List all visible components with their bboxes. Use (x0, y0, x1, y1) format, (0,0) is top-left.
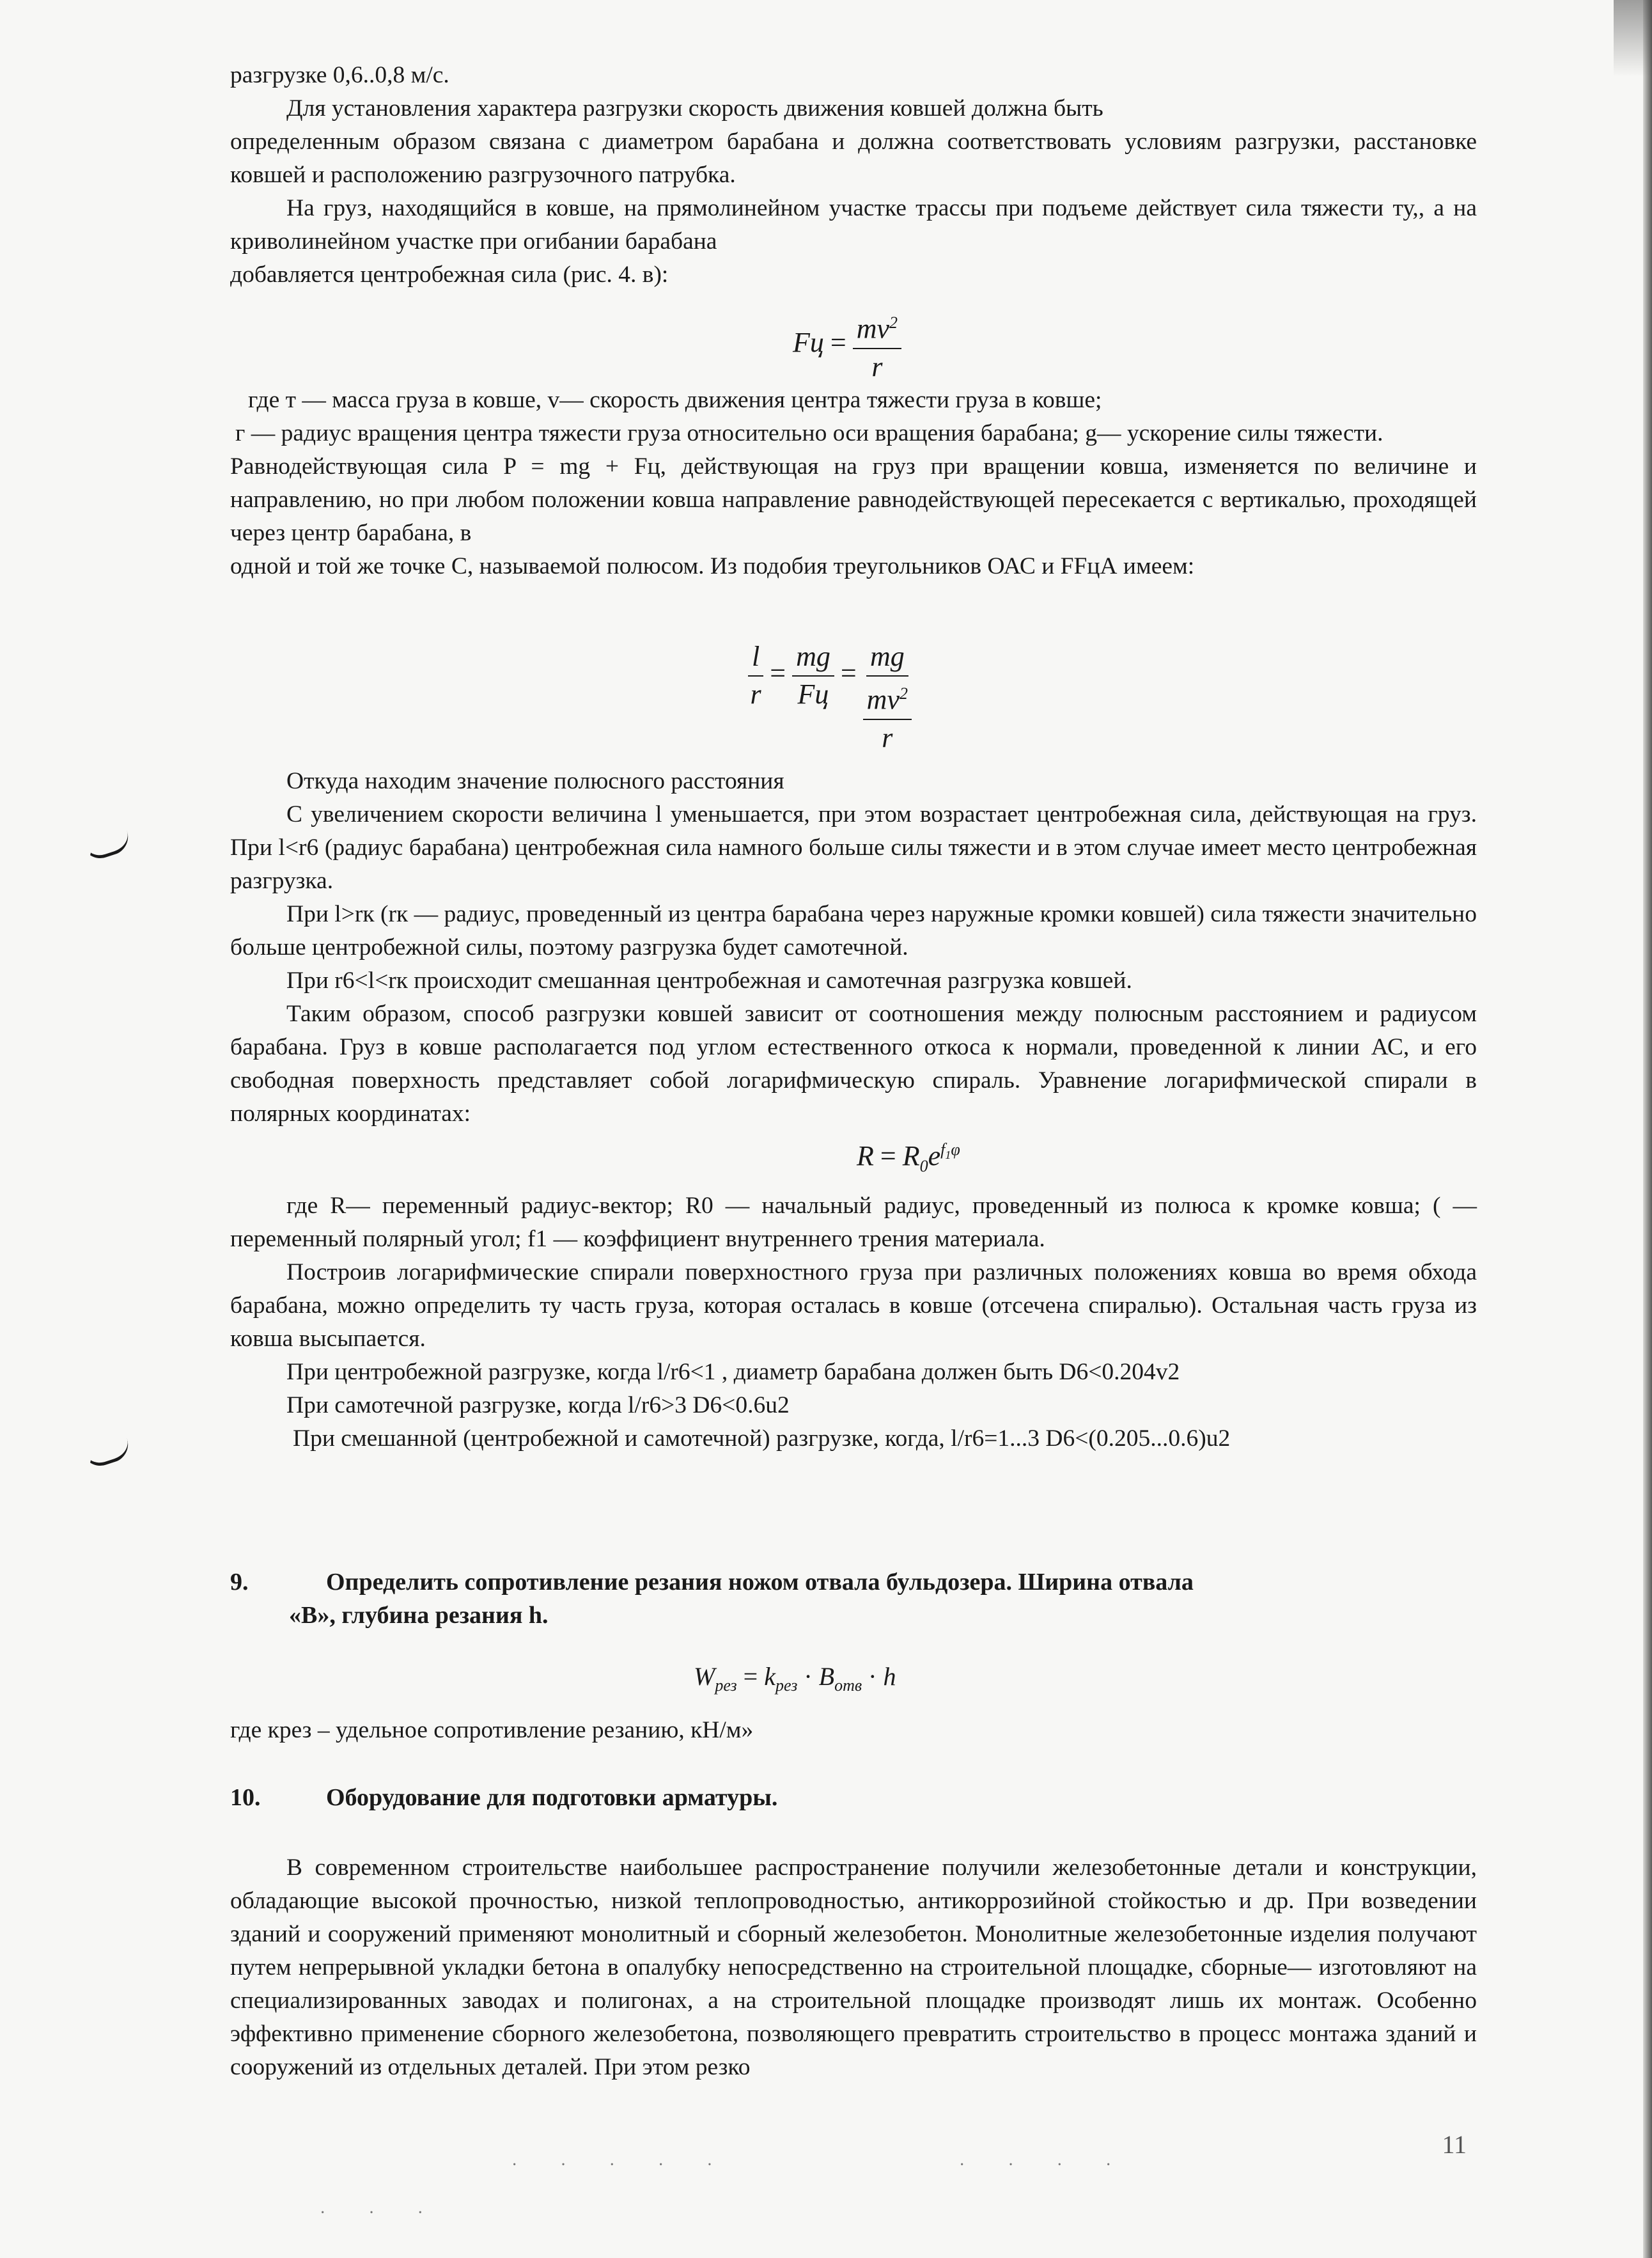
text-block-spiral (230, 1189, 1477, 1455)
equals-sign: = (770, 657, 786, 689)
multiply-dot: · (868, 1662, 877, 1691)
paragraph: Откуда находим значение полюсного расстояния (286, 768, 784, 794)
numerator: mg (792, 639, 834, 677)
subscript: 1 (945, 1149, 951, 1162)
condition-line: При центробежной разгрузке, когда l/r6<1 , диаметр барабана должен быть D6<0.204v2 (286, 1359, 1180, 1385)
section-10-heading (230, 1781, 1477, 1814)
exponent (940, 1140, 960, 1162)
initial-radius: R (902, 1140, 920, 1172)
exponential-base: e (928, 1140, 941, 1172)
paragraph: определенным образом связана с диаметром барабана и должна соответствовать условиям разгрузки, расстановке ковшей и расположению разгрузочного патрубка. (230, 129, 1477, 188)
fraction (853, 306, 901, 385)
condition-line: При смешанной (центробежной и самотечной) разгрузке, когда, l/r6=1...3 D6<(0.205...0.6)u2 (293, 1425, 1231, 1452)
paragraph: В современном строительстве наибольшее распространение получили железобетонные детали и конструкции, обладающие высокой прочностью, низкой теплопроводностью, антикоррозийной стойкостью и др. При возведении зданий и сооружений применяют монолитный и сборный железобетон. Монолитные железобетонные изделия получают путем непрерывной укладки бетона в опалубку непосредственно на строительной площадке, сборные— изготовляют на специализированных заводах и полигонах, а на строительной площадке производят лишь их монтаж. Особенно эффективно применение сборного железобетона, позволяющего превратить строительство в процесс монтажа зданий и сооружений из отдельных деталей. При этом резко (230, 1854, 1477, 2080)
denominator (863, 677, 912, 756)
equals-sign: = (840, 657, 857, 689)
paragraph: г — радиус вращения центра тяжести груза относительно оси вращения барабана; g— ускорение силы тяжести. (235, 420, 1383, 446)
scan-edge-shadow (1614, 0, 1652, 77)
paragraph: Таким образом, способ разгрузки ковшей зависит от соотношения между полюсным расстоянием и радиусом барабана. Груз в ковше располагается под углом естественного откоса к нормали, проведенной к линии АС, и его свободная поверхность представляет собой логарифмическую спираль. Уравнение логарифмической спирали в полярных координатах: (230, 1001, 1477, 1127)
resistance-symbol: W (694, 1662, 715, 1691)
margin-mark (82, 831, 132, 863)
formula-centrifugal-force (793, 306, 901, 385)
equals-sign: = (743, 1662, 758, 1691)
condition-line: При самотечной разгрузке, когда l/r6>3 D6<0.6u2 (286, 1392, 790, 1418)
margin-mark (82, 1438, 132, 1470)
paragraph: Равнодействующая сила P = mg + Fц, действующая на груз при вращении ковша, изменяется по величине и направлению, но при любом положении ковша направление равнодействующей пересекается с вертикалью, проходящей через центр барабана, в (230, 453, 1477, 546)
paragraph: При l>rк (rк — радиус, проведенный из центра барабана через наружные кромки ковшей) сила тяжести значительно больше центробежной силы, поэтому разгрузка будет самотечной. (230, 901, 1477, 960)
paragraph: где т — масса груза в ковше, v— скорость движения центра тяжести груза в ковше; (248, 387, 1102, 413)
exponent-angle: φ (951, 1140, 960, 1159)
numerator: l (748, 639, 763, 677)
subscript: отв (834, 1676, 862, 1695)
numerator: mg (866, 639, 908, 677)
scan-noise: · · · · (959, 2155, 1131, 2175)
paragraph: Построив логарифмические спирали поверхностного груза при различных положениях ковша во время обхода барабана, можно определить ту часть груза, которая осталась в ковше (отсечена спиралью). Остальная часть груза из ковша высыпается. (230, 1259, 1477, 1352)
section-title: Определить сопротивление резания ножом отвала бульдозера. Ширина отвала (326, 1569, 1194, 1595)
formula-cutting-resistance (694, 1661, 896, 1695)
text-block-top (230, 59, 1477, 292)
denominator: r (882, 721, 893, 753)
exponent: 2 (899, 684, 908, 703)
numerator-text: mv (856, 313, 890, 345)
page-number: 11 (1442, 2130, 1467, 2159)
paragraph: Для установления характера разгрузки скорость движения ковшей должна быть (286, 95, 1103, 122)
paragraph: где крез – удельное сопротивление резанию, кН/м» (230, 1717, 754, 1743)
text-block-low (230, 765, 1477, 1131)
paragraph: На груз, находящийся в ковше, на прямолинейном участке трассы при подъеме действует сила тяжести ту,, а на криволинейном участке при огибании барабана (230, 195, 1477, 255)
section-9-title-line: «В», глубина резания h. (289, 1602, 549, 1629)
scan-noise: · · · · · (511, 2155, 732, 2175)
coefficient-symbol: k (764, 1662, 775, 1691)
depth-symbol: h (883, 1662, 896, 1691)
text-block-mid (230, 384, 1477, 583)
formula-log-spiral (857, 1140, 960, 1176)
exponent: 2 (889, 313, 898, 332)
subscript: рез (775, 1676, 798, 1695)
equals-sign: = (880, 1140, 896, 1172)
fraction (792, 639, 834, 712)
numerator (853, 306, 901, 349)
subscript: 0 (919, 1156, 928, 1175)
multiply-dot: · (804, 1662, 813, 1691)
section-number: 10. (230, 1784, 261, 1811)
formula-lhs: Fц (793, 326, 824, 358)
paragraph: разгрузке 0,6..0,8 м/с. (230, 62, 449, 88)
denominator: r (750, 678, 761, 710)
denominator: r (871, 350, 883, 382)
numerator (863, 677, 912, 720)
paragraph: С увеличением скорости величина l уменьшается, при этом возрастает центробежная сила, действующая на груз. При l<r6 (радиус барабана) центробежная сила намного больше силы тяжести и в этом случае имеет место центробежная разгрузка. (230, 801, 1477, 894)
paragraph: одной и той же точке С, называемой полюсом. Из подобия треугольников ОАС и FFцА имеем: (230, 553, 1195, 579)
text-block-final (230, 1851, 1477, 2084)
formula-4-note (230, 1714, 1477, 1747)
formula-similarity (748, 639, 912, 756)
paragraph: При r6<l<rк происходит смешанная центробежная и самотечная разгрузка ковшей. (286, 968, 1132, 994)
subscript: рез (715, 1676, 737, 1695)
fraction (748, 639, 763, 712)
section-title: Оборудование для подготовки арматуры. (326, 1784, 778, 1811)
paragraph: добавляется центробежная сила (рис. 4. в): (230, 262, 669, 288)
section-9-heading (230, 1565, 1477, 1632)
paragraph: где R— переменный радиус-вектор; R0 — начальный радиус, проведенный из полюса к кромке ковша; ( — переменный полярный угол; f1 — коэффициент внутреннего трения материала. (230, 1193, 1477, 1252)
equals-sign: = (830, 326, 846, 358)
denominator: Fц (797, 678, 829, 710)
fraction (863, 639, 912, 756)
nested-fraction (863, 677, 912, 756)
scan-edge (1643, 0, 1652, 2258)
numerator-text: mv (866, 684, 900, 716)
exponent-friction: f (940, 1140, 946, 1159)
width-symbol: B (818, 1662, 835, 1691)
section-number: 9. (230, 1569, 249, 1595)
scan-noise: · · · (320, 2203, 442, 2223)
formula-lhs: R (857, 1140, 874, 1172)
section-9-title-line (230, 1565, 1477, 1599)
